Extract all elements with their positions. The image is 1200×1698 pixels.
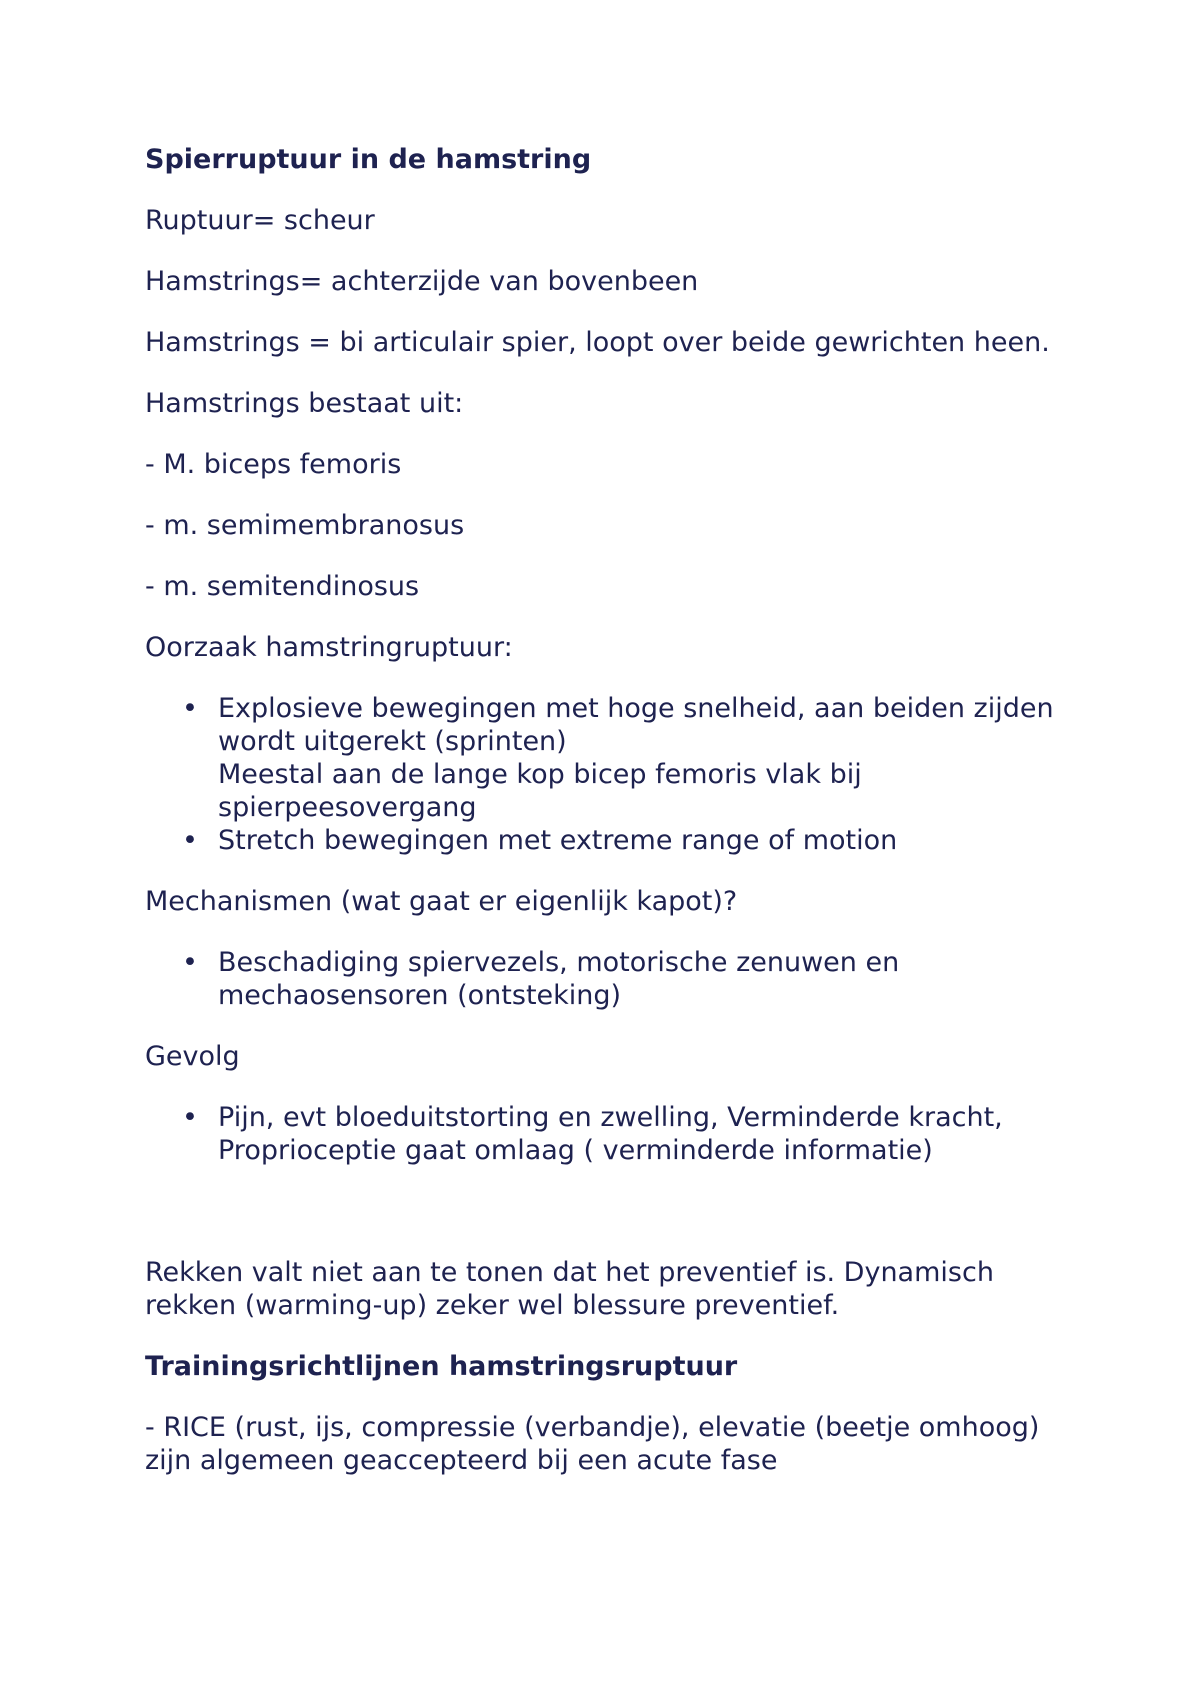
consequence-heading: Gevolg: [145, 1041, 240, 1072]
muscle-item: - m. semimembranosus: [145, 510, 465, 541]
consequence-item: [145, 1101, 1065, 1167]
muscle-item: - M. biceps femoris: [145, 449, 402, 480]
document-title: Spierruptuur in de hamstring: [145, 144, 592, 175]
cause-item: [145, 824, 1065, 857]
cause-list: [145, 692, 1065, 857]
bullet-icon: •: [182, 947, 198, 978]
cause-item-text: Stretch bewegingen met extreme range of motion: [218, 825, 898, 856]
mechanism-item: [145, 946, 1065, 1012]
mechanism-list: [145, 946, 1065, 1012]
muscle-item: - m. semitendinosus: [145, 571, 420, 602]
blank-space: [145, 1195, 1065, 1256]
bullet-icon: •: [182, 1102, 198, 1133]
definition-hamstrings: Hamstrings= achterzijde van bovenbeen: [145, 266, 699, 297]
definition-biarticulair: Hamstrings = bi articulair spier, loopt over beide gewrichten heen.: [145, 327, 1050, 358]
mechanism-heading: Mechanismen (wat gaat er eigenlijk kapot)?: [145, 886, 738, 917]
cause-item-subtext: Meestal aan de lange kop bicep femoris vlak bij spierpeesovergang: [218, 759, 862, 823]
bullet-icon: •: [182, 825, 198, 856]
training-heading: Trainingsrichtlijnen hamstringsruptuur: [145, 1351, 738, 1382]
rice-note: - RICE (rust, ijs, compressie (verbandje), elevatie (beetje omhoog) zijn algemeen geaccepteerd bij een acute fase: [145, 1412, 1040, 1476]
document-body: [145, 143, 1065, 1505]
consequence-list: [145, 1101, 1065, 1167]
bullet-icon: •: [182, 693, 198, 724]
cause-heading: Oorzaak hamstringruptuur:: [145, 632, 513, 663]
cause-item-text: Explosieve bewegingen met hoge snelheid, aan beiden zijden wordt uitgerekt (sprinten): [218, 693, 1054, 757]
cause-item: [145, 692, 1065, 824]
definition-ruptuur: Ruptuur= scheur: [145, 205, 375, 236]
consequence-item-text: Pijn, evt bloeduitstorting en zwelling, Verminderde kracht, Proprioceptie gaat omlaag ( verminderde informatie): [218, 1102, 1003, 1166]
stretching-note: Rekken valt niet aan te tonen dat het preventief is. Dynamisch rekken (warming-up) zeker wel blessure preventief.: [145, 1257, 994, 1321]
muscles-heading: Hamstrings bestaat uit:: [145, 388, 464, 419]
mechanism-item-text: Beschadiging spiervezels, motorische zenuwen en mechaosensoren (ontsteking): [218, 947, 900, 1011]
